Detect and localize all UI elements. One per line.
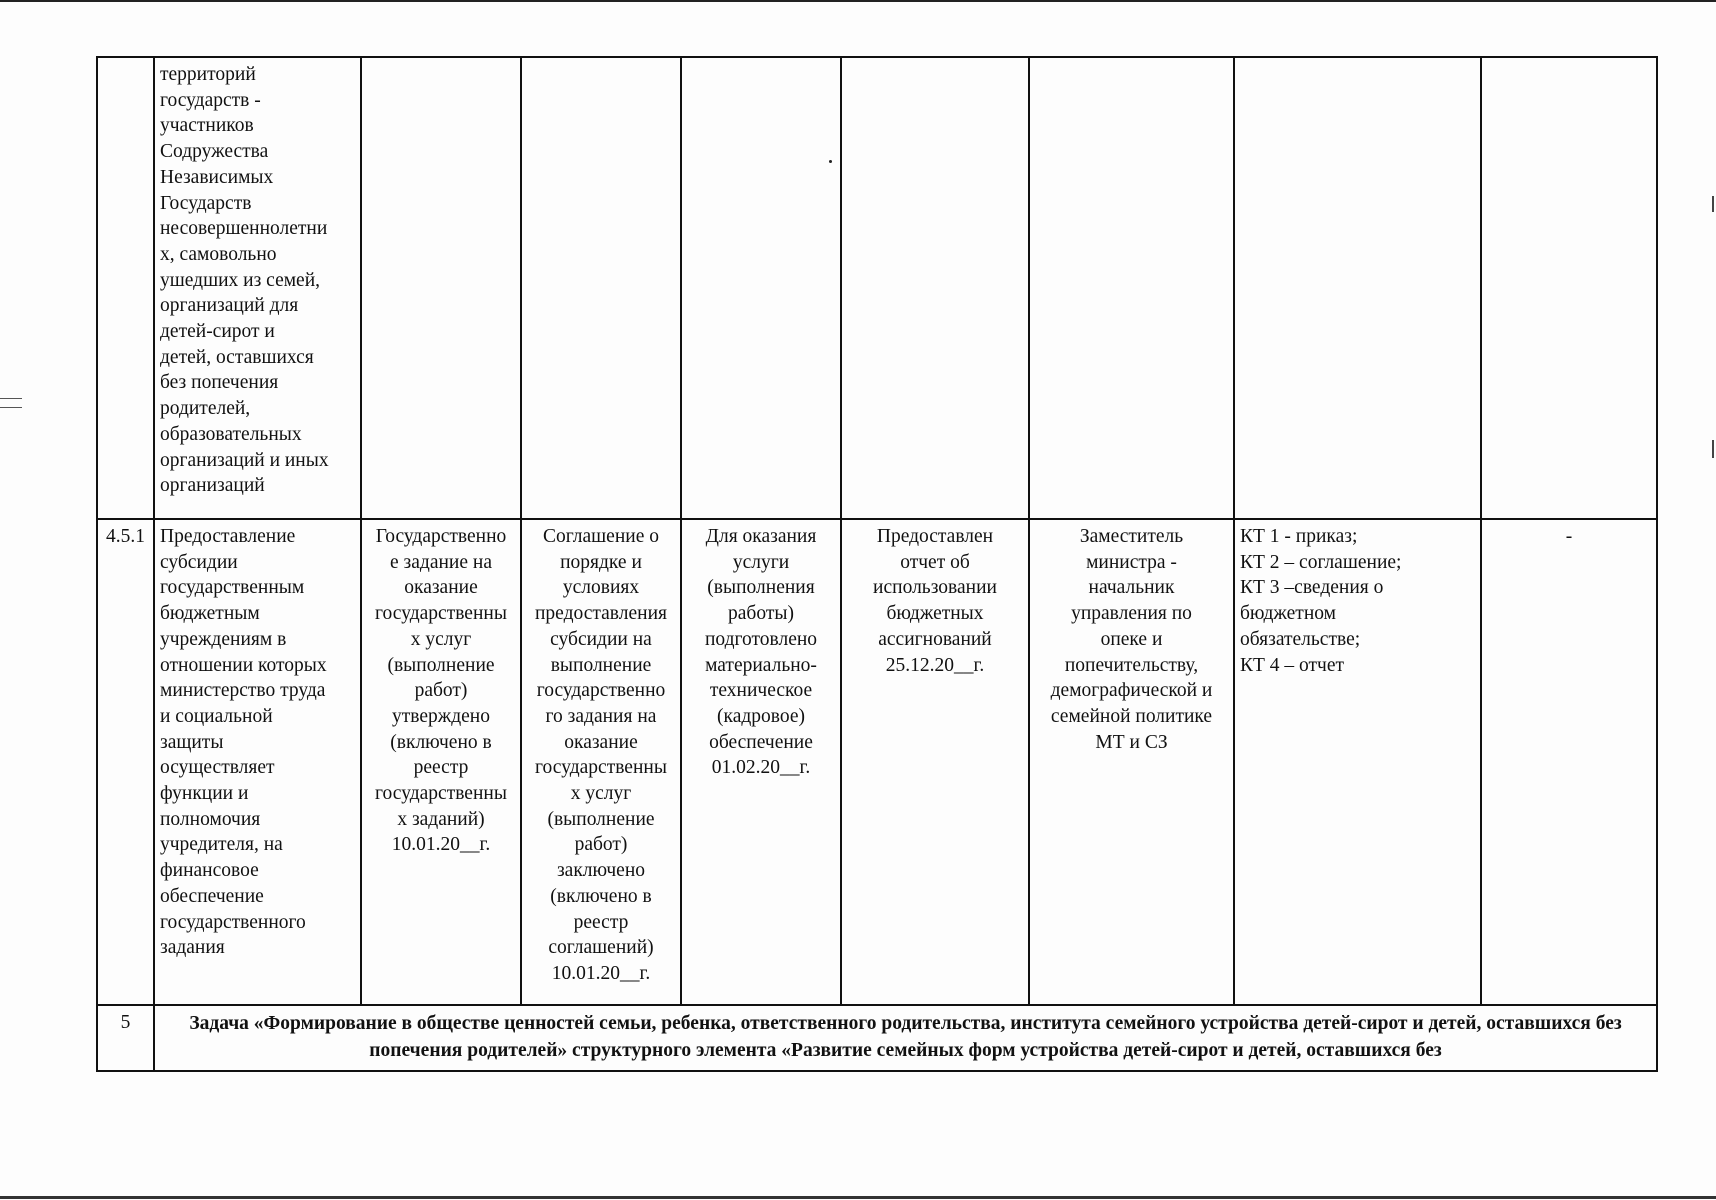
table-row-continuation — [97, 57, 1657, 519]
name-cell — [154, 57, 361, 519]
event-cell — [521, 57, 681, 519]
responsible-cell — [1029, 57, 1234, 519]
page-top-edge — [0, 0, 1716, 2]
event-3-text: Для оказания услуги (выполнения работы) подготовлено материально- техническое (кадровое) обеспечение 01.02.20__г. — [704, 526, 818, 779]
task-heading: Задача «Формирование в обществе ценностей семьи, ребенка, ответственного родительства, института семейного устройства детей-сирот и детей, оставшихся без попечения родителей» структурного элемента «Развитие семейных форм устройства детей-сирот и детей, оставшихся без — [154, 1005, 1657, 1071]
event-cell — [361, 57, 521, 519]
row-number: 4.5.1 — [97, 519, 154, 1005]
responsible-cell — [1029, 519, 1234, 1005]
last-text: - — [1565, 526, 1573, 547]
event-3-cell — [681, 519, 841, 1005]
responsible-text: Заместитель министра - начальник управления по опеке и попечительству, демографической и семейной политике МТ и СЗ — [1050, 526, 1213, 753]
scan-speck — [829, 160, 832, 163]
event-4-cell — [841, 519, 1029, 1005]
scan-edge-mark — [0, 398, 22, 408]
event-cell — [681, 57, 841, 519]
documents-text: КТ 1 - приказ; КТ 2 – соглашение; КТ 3 –сведения о бюджетном обязательстве; КТ 4 – отчет — [1240, 526, 1402, 676]
name-text: территорий государств - участников Содружества Независимых Государств несовершеннолетни х, самовольно ушедших из семей, организаций для детей-сирот и детей, оставшихся без попечения родителей, образовательных организаций и иных организаций — [160, 64, 329, 497]
documents-cell — [1234, 57, 1481, 519]
event-2-text: Соглашение о порядке и условиях предоставления субсидии на выполнение государственно го задания на оказание государственны х услуг (выполнение работ) заключено (включено в реестр соглашений) 10.01.20__г. — [535, 526, 667, 984]
documents-cell — [1234, 519, 1481, 1005]
table-row-4-5-1 — [97, 519, 1657, 1005]
last-cell — [1481, 519, 1657, 1005]
page-bottom-edge — [0, 1196, 1716, 1199]
event-2-cell — [521, 519, 681, 1005]
scan-edge-mark — [1712, 440, 1714, 458]
row-number: 5 — [97, 1005, 154, 1071]
event-cell — [841, 57, 1029, 519]
scan-edge-mark — [1712, 196, 1714, 212]
name-text: Предоставление субсидии государственным бюджетным учреждениям в отношении которых министерство труда и социальной защиты осуществляет функции и полномочия учредителя, на финансовое обеспечение государственного задания — [160, 526, 327, 959]
plan-table — [96, 56, 1658, 1072]
table-row-task-5 — [97, 1005, 1657, 1071]
name-cell — [154, 519, 361, 1005]
event-1-cell — [361, 519, 521, 1005]
last-cell — [1481, 57, 1657, 519]
event-4-text: Предоставлен отчет об использовании бюджетных ассигнований 25.12.20__г. — [873, 526, 997, 676]
event-1-text: Государственно е задание на оказание государственны х услуг (выполнение работ) утверждено (включено в реестр государственны х заданий) 10.01.20__г. — [375, 526, 507, 856]
number-cell — [97, 57, 154, 519]
